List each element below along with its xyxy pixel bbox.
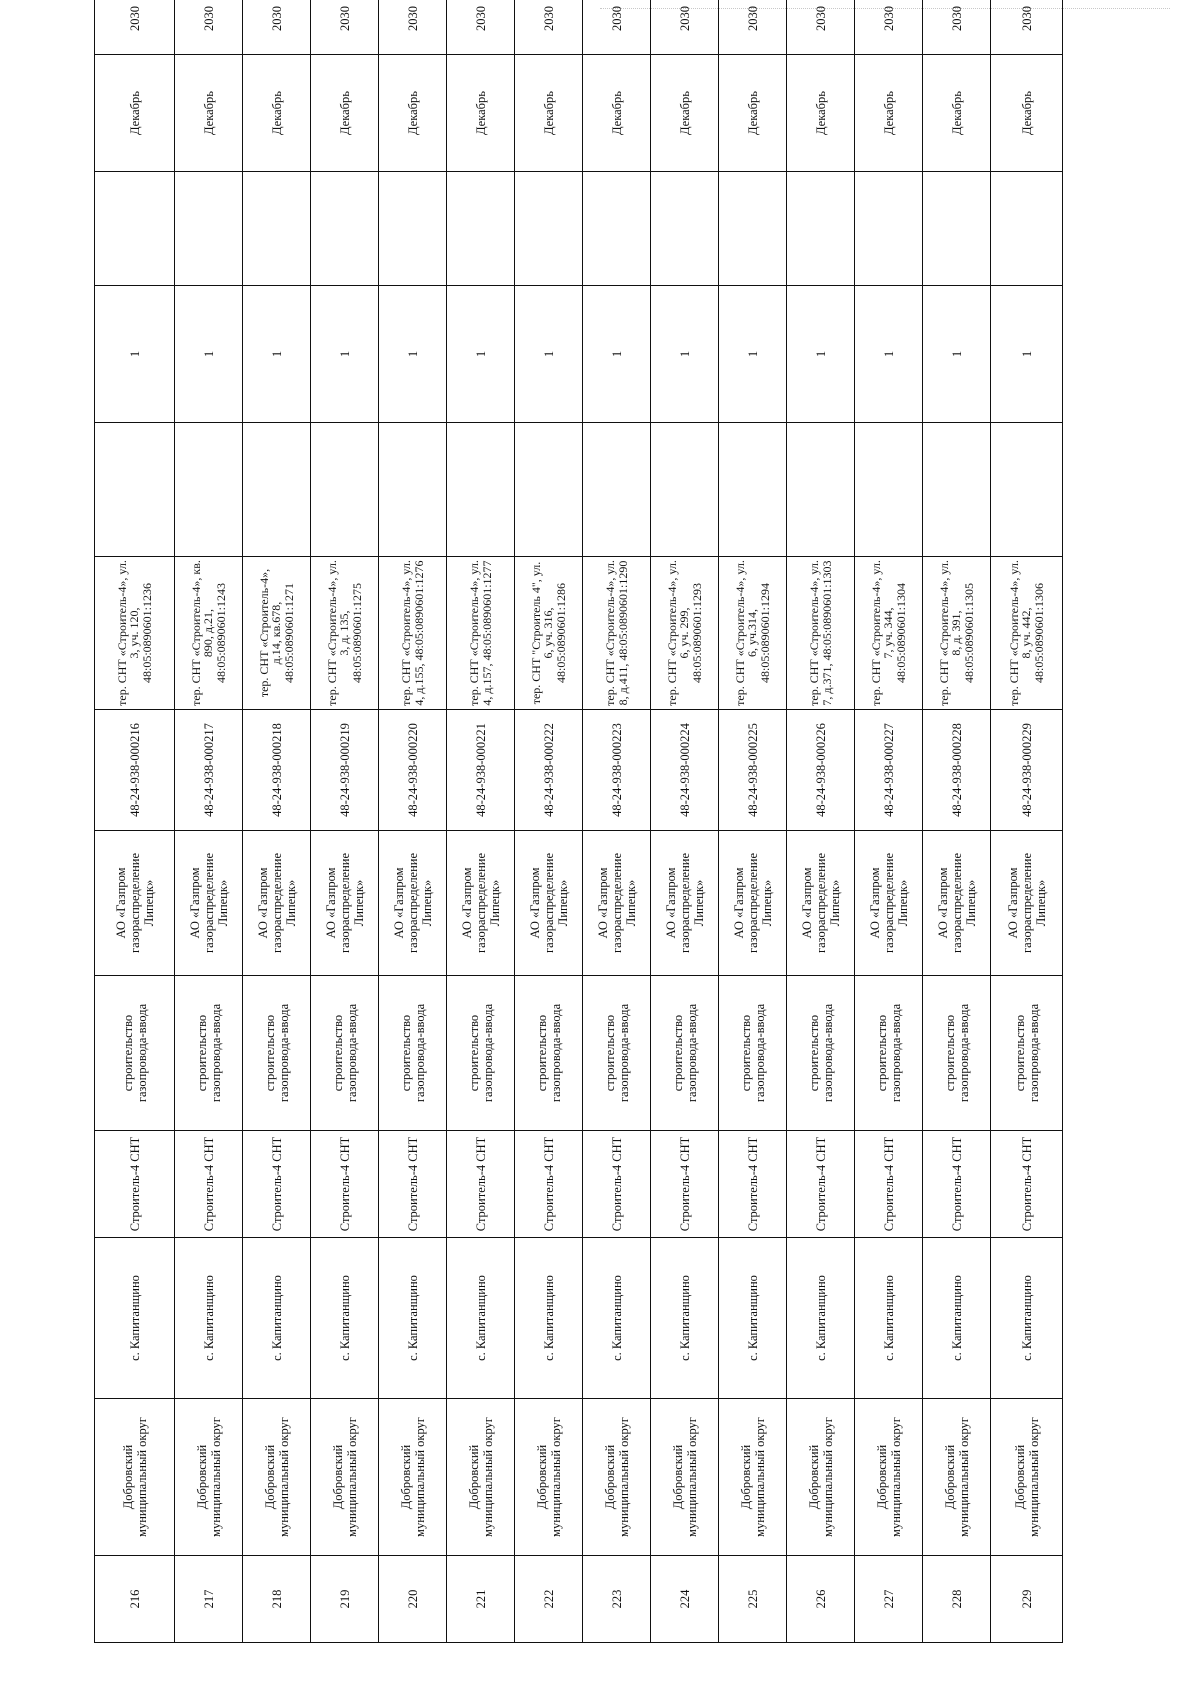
object-code-cell: 48-24-938-000220 <box>379 710 447 831</box>
district-cell: Добровский муниципальный округ <box>243 1399 311 1556</box>
year-cell: 2030 <box>651 0 719 55</box>
table-body <box>95 0 1063 1643</box>
address-cell: тер. СНТ «Строитель-4», ул. 3, д. 135, 48:05:0890601:1275 <box>311 557 379 710</box>
row-number: 223 <box>583 1556 651 1643</box>
district-cell: Добровский муниципальный округ <box>311 1399 379 1556</box>
month-cell: Декабрь <box>447 55 515 172</box>
table-row <box>311 0 379 1643</box>
locality-cell: с. Капитанщино <box>855 1238 923 1399</box>
locality-cell: с. Капитанщино <box>583 1238 651 1399</box>
empty-cell <box>379 172 447 286</box>
row-number: 222 <box>515 1556 583 1643</box>
address-cell: тер. СНТ «Строитель-4», ул. 8, д. 391, 48:05:0890601:1305 <box>923 557 991 710</box>
empty-cell <box>515 423 583 557</box>
district-cell: Добровский муниципальный округ <box>923 1399 991 1556</box>
territory-cell: Строитель-4 СНТ <box>651 1131 719 1238</box>
empty-cell <box>651 172 719 286</box>
table-row <box>243 0 311 1643</box>
table-row <box>651 0 719 1643</box>
work-type-cell: строительство газопровода-ввода <box>243 976 311 1131</box>
locality-cell: с. Капитанщино <box>991 1238 1063 1399</box>
month-cell: Декабрь <box>515 55 583 172</box>
territory-cell: Строитель-4 СНТ <box>95 1131 175 1238</box>
row-number: 224 <box>651 1556 719 1643</box>
year-cell: 2030 <box>855 0 923 55</box>
object-code-cell: 48-24-938-000221 <box>447 710 515 831</box>
row-number: 229 <box>991 1556 1063 1643</box>
work-type-cell: строительство газопровода-ввода <box>583 976 651 1131</box>
territory-cell: Строитель-4 СНТ <box>719 1131 787 1238</box>
organization-cell: АО «Газпром газораспределение Липецк» <box>311 831 379 976</box>
territory-cell: Строитель-4 СНТ <box>311 1131 379 1238</box>
work-type-cell: строительство газопровода-ввода <box>719 976 787 1131</box>
year-cell: 2030 <box>787 0 855 55</box>
territory-cell: Строитель-4 СНТ <box>855 1131 923 1238</box>
month-cell: Декабрь <box>923 55 991 172</box>
locality-cell: с. Капитанщино <box>379 1238 447 1399</box>
month-cell: Декабрь <box>379 55 447 172</box>
quantity-cell: 1 <box>447 286 515 423</box>
empty-cell <box>243 172 311 286</box>
empty-cell <box>583 423 651 557</box>
address-cell: тер. СНТ «Строитель-4», ул. 6, уч. 299, 48:05:0890601:1293 <box>651 557 719 710</box>
year-cell: 2030 <box>175 0 243 55</box>
district-cell: Добровский муниципальный округ <box>379 1399 447 1556</box>
locality-cell: с. Капитанщино <box>95 1238 175 1399</box>
empty-cell <box>787 172 855 286</box>
organization-cell: АО «Газпром газораспределение Липецк» <box>175 831 243 976</box>
work-type-cell: строительство газопровода-ввода <box>447 976 515 1131</box>
row-number: 227 <box>855 1556 923 1643</box>
address-cell: тер. СНТ «Строитель-4», ул. 8, уч. 442, 48:05:0890601:1306 <box>991 557 1063 710</box>
organization-cell: АО «Газпром газораспределение Липецк» <box>243 831 311 976</box>
work-type-cell: строительство газопровода-ввода <box>651 976 719 1131</box>
organization-cell: АО «Газпром газораспределение Липецк» <box>515 831 583 976</box>
work-type-cell: строительство газопровода-ввода <box>95 976 175 1131</box>
row-number: 221 <box>447 1556 515 1643</box>
organization-cell: АО «Газпром газораспределение Липецк» <box>719 831 787 976</box>
table-row <box>447 0 515 1643</box>
row-number: 218 <box>243 1556 311 1643</box>
territory-cell: Строитель-4 СНТ <box>379 1131 447 1238</box>
empty-cell <box>311 172 379 286</box>
work-type-cell: строительство газопровода-ввода <box>379 976 447 1131</box>
locality-cell: с. Капитанщино <box>515 1238 583 1399</box>
locality-cell: с. Капитанщино <box>311 1238 379 1399</box>
district-cell: Добровский муниципальный округ <box>515 1399 583 1556</box>
district-cell: Добровский муниципальный округ <box>651 1399 719 1556</box>
month-cell: Декабрь <box>651 55 719 172</box>
organization-cell: АО «Газпром газораспределение Липецк» <box>787 831 855 976</box>
quantity-cell: 1 <box>855 286 923 423</box>
quantity-cell: 1 <box>175 286 243 423</box>
table-row <box>515 0 583 1643</box>
locality-cell: с. Капитанщино <box>651 1238 719 1399</box>
empty-cell <box>991 423 1063 557</box>
year-cell: 2030 <box>515 0 583 55</box>
empty-cell <box>95 423 175 557</box>
work-type-cell: строительство газопровода-ввода <box>923 976 991 1131</box>
month-cell: Декабрь <box>243 55 311 172</box>
district-cell: Добровский муниципальный округ <box>175 1399 243 1556</box>
work-type-cell: строительство газопровода-ввода <box>855 976 923 1131</box>
organization-cell: АО «Газпром газораспределение Липецк» <box>923 831 991 976</box>
work-type-cell: строительство газопровода-ввода <box>175 976 243 1131</box>
territory-cell: Строитель-4 СНТ <box>787 1131 855 1238</box>
quantity-cell: 1 <box>719 286 787 423</box>
address-cell: тер. СНТ «Строитель-4», ул. 6, уч.314, 48:05:0890601:1294 <box>719 557 787 710</box>
address-cell: тер. СНТ «Строитель-4», ул. 7, д.371, 48:05:0890601:1303 <box>787 557 855 710</box>
organization-cell: АО «Газпром газораспределение Липецк» <box>447 831 515 976</box>
address-cell: тер. СНТ «Строитель-4», д.14, кв.678, 48:05:0890601:1271 <box>243 557 311 710</box>
year-cell: 2030 <box>379 0 447 55</box>
district-cell: Добровский муниципальный округ <box>95 1399 175 1556</box>
district-cell: Добровский муниципальный округ <box>583 1399 651 1556</box>
district-cell: Добровский муниципальный округ <box>855 1399 923 1556</box>
month-cell: Декабрь <box>787 55 855 172</box>
object-code-cell: 48-24-938-000217 <box>175 710 243 831</box>
empty-cell <box>175 172 243 286</box>
row-number: 219 <box>311 1556 379 1643</box>
address-cell: тер. СНТ «Строитель-4», ул. 8, д.411, 48:05:0890601:1290 <box>583 557 651 710</box>
object-code-cell: 48-24-938-000225 <box>719 710 787 831</box>
row-number: 217 <box>175 1556 243 1643</box>
empty-cell <box>175 423 243 557</box>
empty-cell <box>923 172 991 286</box>
year-cell: 2030 <box>991 0 1063 55</box>
empty-cell <box>719 172 787 286</box>
locality-cell: с. Капитанщино <box>787 1238 855 1399</box>
work-type-cell: строительство газопровода-ввода <box>991 976 1063 1131</box>
organization-cell: АО «Газпром газораспределение Липецк» <box>991 831 1063 976</box>
row-number: 216 <box>95 1556 175 1643</box>
empty-cell <box>243 423 311 557</box>
table-row <box>719 0 787 1643</box>
organization-cell: АО «Газпром газораспределение Липецк» <box>651 831 719 976</box>
empty-cell <box>311 423 379 557</box>
empty-cell <box>787 423 855 557</box>
month-cell: Декабрь <box>719 55 787 172</box>
district-cell: Добровский муниципальный округ <box>447 1399 515 1556</box>
quantity-cell: 1 <box>515 286 583 423</box>
quantity-cell: 1 <box>243 286 311 423</box>
territory-cell: Строитель-4 СНТ <box>243 1131 311 1238</box>
table-row <box>855 0 923 1643</box>
address-cell: тер. СНТ «Строитель-4», ул. 4, д.155, 48:05:0890601:1276 <box>379 557 447 710</box>
object-code-cell: 48-24-938-000216 <box>95 710 175 831</box>
address-cell: тер. СНТ «Строитель-4», ул. 3, уч. 120, 48:05:0890601:1236 <box>95 557 175 710</box>
object-code-cell: 48-24-938-000222 <box>515 710 583 831</box>
locality-cell: с. Капитанщино <box>923 1238 991 1399</box>
organization-cell: АО «Газпром газораспределение Липецк» <box>379 831 447 976</box>
locality-cell: с. Капитанщино <box>719 1238 787 1399</box>
quantity-cell: 1 <box>991 286 1063 423</box>
district-cell: Добровский муниципальный округ <box>787 1399 855 1556</box>
year-cell: 2030 <box>95 0 175 55</box>
empty-cell <box>991 172 1063 286</box>
work-type-cell: строительство газопровода-ввода <box>787 976 855 1131</box>
object-code-cell: 48-24-938-000223 <box>583 710 651 831</box>
work-type-cell: строительство газопровода-ввода <box>515 976 583 1131</box>
empty-cell <box>583 172 651 286</box>
month-cell: Декабрь <box>311 55 379 172</box>
territory-cell: Строитель-4 СНТ <box>515 1131 583 1238</box>
quantity-cell: 1 <box>95 286 175 423</box>
quantity-cell: 1 <box>651 286 719 423</box>
year-cell: 2030 <box>923 0 991 55</box>
locality-cell: с. Капитанщино <box>447 1238 515 1399</box>
locality-cell: с. Капитанщино <box>175 1238 243 1399</box>
year-cell: 2030 <box>447 0 515 55</box>
quantity-cell: 1 <box>787 286 855 423</box>
quantity-cell: 1 <box>379 286 447 423</box>
organization-cell: АО «Газпром газораспределение Липецк» <box>583 831 651 976</box>
table-row <box>379 0 447 1643</box>
empty-cell <box>651 423 719 557</box>
object-code-cell: 48-24-938-000226 <box>787 710 855 831</box>
table-row <box>787 0 855 1643</box>
empty-cell <box>515 172 583 286</box>
territory-cell: Строитель-4 СНТ <box>175 1131 243 1238</box>
object-code-cell: 48-24-938-000219 <box>311 710 379 831</box>
table-row <box>95 0 175 1643</box>
object-code-cell: 48-24-938-000227 <box>855 710 923 831</box>
work-type-cell: строительство газопровода-ввода <box>311 976 379 1131</box>
month-cell: Декабрь <box>991 55 1063 172</box>
table-row <box>175 0 243 1643</box>
empty-cell <box>719 423 787 557</box>
month-cell: Декабрь <box>583 55 651 172</box>
quantity-cell: 1 <box>311 286 379 423</box>
month-cell: Декабрь <box>95 55 175 172</box>
table-row <box>923 0 991 1643</box>
address-cell: тер. СНТ "Строитель 4", ул. 6, уч. 316, 48:05:0890601:1286 <box>515 557 583 710</box>
object-code-cell: 48-24-938-000229 <box>991 710 1063 831</box>
territory-cell: Строитель-4 СНТ <box>583 1131 651 1238</box>
territory-cell: Строитель-4 СНТ <box>447 1131 515 1238</box>
year-cell: 2030 <box>311 0 379 55</box>
gas-connection-table <box>94 0 1063 1643</box>
empty-cell <box>855 423 923 557</box>
address-cell: тер. СНТ «Строитель-4», ул. 4, д.157, 48:05:0890601:1277 <box>447 557 515 710</box>
address-cell: тер. СНТ «Строитель-4», кв. 890, д.21, 48:05:0890601:1243 <box>175 557 243 710</box>
month-cell: Декабрь <box>175 55 243 172</box>
address-cell: тер. СНТ «Строитель-4», ул. 7, уч. 344, 48:05:0890601:1304 <box>855 557 923 710</box>
organization-cell: АО «Газпром газораспределение Липецк» <box>95 831 175 976</box>
empty-cell <box>855 172 923 286</box>
empty-cell <box>447 172 515 286</box>
locality-cell: с. Капитанщино <box>243 1238 311 1399</box>
organization-cell: АО «Газпром газораспределение Липецк» <box>855 831 923 976</box>
district-cell: Добровский муниципальный округ <box>719 1399 787 1556</box>
year-cell: 2030 <box>583 0 651 55</box>
object-code-cell: 48-24-938-000224 <box>651 710 719 831</box>
row-number: 226 <box>787 1556 855 1643</box>
empty-cell <box>923 423 991 557</box>
row-number: 228 <box>923 1556 991 1643</box>
district-cell: Добровский муниципальный округ <box>991 1399 1063 1556</box>
year-cell: 2030 <box>243 0 311 55</box>
row-number: 225 <box>719 1556 787 1643</box>
territory-cell: Строитель-4 СНТ <box>991 1131 1063 1238</box>
empty-cell <box>447 423 515 557</box>
quantity-cell: 1 <box>583 286 651 423</box>
object-code-cell: 48-24-938-000218 <box>243 710 311 831</box>
year-cell: 2030 <box>719 0 787 55</box>
territory-cell: Строитель-4 СНТ <box>923 1131 991 1238</box>
table-row <box>583 0 651 1643</box>
month-cell: Декабрь <box>855 55 923 172</box>
object-code-cell: 48-24-938-000228 <box>923 710 991 831</box>
empty-cell <box>95 172 175 286</box>
row-number: 220 <box>379 1556 447 1643</box>
table-row <box>991 0 1063 1643</box>
quantity-cell: 1 <box>923 286 991 423</box>
empty-cell <box>379 423 447 557</box>
